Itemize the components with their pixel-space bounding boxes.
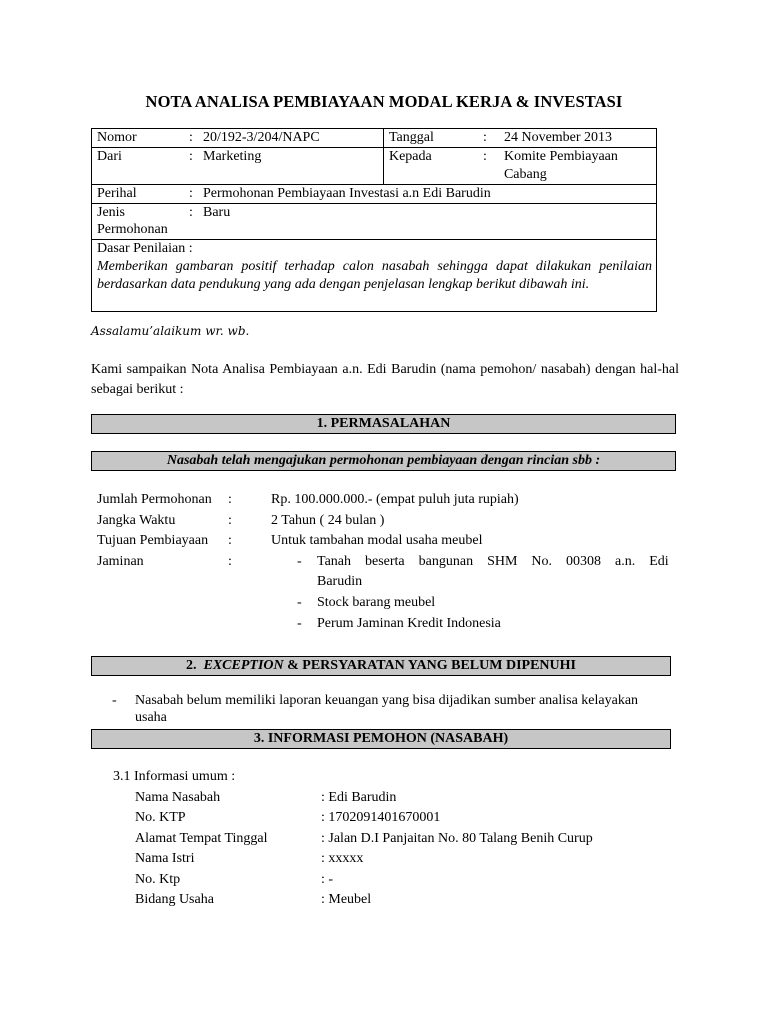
info-value-ktp-istri: : - [321, 872, 334, 887]
nomor-value: 20/192-3/204/NAPC [203, 130, 320, 145]
info-label-ktp: No. KTP [135, 810, 186, 825]
row-tujuan-colon: : [228, 533, 232, 548]
section-3-heading: 3. INFORMASI PEMOHON (NASABAH) [91, 729, 671, 749]
tanggal-cell [383, 129, 656, 148]
nomor-label: Nomor [97, 130, 137, 145]
kepada-value-line-2: Cabang [503, 167, 547, 182]
dari-colon: : [189, 149, 193, 164]
section-2-item-line-1: Nasabah belum memiliki laporan keuangan yang bisa dijadikan sumber analisa kelayakan [135, 693, 639, 708]
jaminan-dash-2: - [297, 595, 302, 610]
info-label-ktp-istri: No. Ktp [135, 872, 181, 887]
tanggal-value: 24 November 2013 [503, 130, 613, 145]
row-jaminan-label: Jaminan [97, 554, 144, 569]
row-jumlah-label: Jumlah Permohonan [97, 492, 212, 507]
kepada-colon: : [482, 149, 487, 164]
perihal-value: Permohonan Pembiayaan Investasi a.n Edi Barudin [203, 186, 491, 201]
section-1-heading: 1. PERMASALAHAN [91, 414, 676, 434]
info-value-istri: : xxxxx [321, 851, 364, 866]
row-jaminan-colon: : [228, 554, 232, 569]
info-label-alamat: Alamat Tempat Tinggal [135, 831, 268, 846]
greeting: Assalamu’alaikum wr. wb. [91, 324, 250, 338]
jaminan-item-3: Perum Jaminan Kredit Indonesia [317, 616, 501, 631]
nomor-cell [92, 129, 384, 148]
dasar-label: Dasar Penilaian : [97, 241, 193, 256]
jenis-label-line-1: Jenis [97, 205, 125, 220]
info-value-ktp: : 1702091401670001 [321, 810, 441, 825]
dasar-cell [92, 240, 657, 312]
info-label-bidang: Bidang Usaha [135, 892, 214, 907]
dasar-text: Memberikan gambaran positif terhadap calon nasabah sehingga dapat dilakukan penilaian berdasarkan data pendukung yang ada dengan penjelasan lengkap berikut dibawah ini. [97, 259, 652, 292]
document-title: NOTA ANALISA PEMBIAYAAN MODAL KERJA & INVESTASI [145, 92, 623, 111]
tanggal-colon: : [482, 130, 487, 145]
row-tujuan-value: Untuk tambahan modal usaha meubel [271, 533, 483, 548]
dari-value: Marketing [203, 149, 262, 164]
jenis-cell [92, 204, 657, 240]
section-1-subheading: Nasabah telah mengajukan permohonan pembiayaan dengan rincian sbb : [91, 451, 676, 471]
row-jangka-value: 2 Tahun ( 24 bulan ) [271, 513, 385, 528]
intro-paragraph: Kami sampaikan Nota Analisa Pembiayaan a.n. Edi Barudin (nama pemohon/ nasabah) dengan hal-hal sebagai berikut : [91, 362, 679, 397]
info-value-bidang: : Meubel [321, 892, 372, 907]
kepada-label: Kepada [388, 149, 432, 164]
jaminan-item-2: Stock barang meubel [317, 595, 436, 610]
tanggal-label: Tanggal [388, 130, 434, 145]
section-2-heading [91, 656, 671, 676]
perihal-colon: : [189, 186, 193, 201]
section-3-1-subheading: 3.1 Informasi umum : [113, 769, 236, 784]
row-jumlah-value: Rp. 100.000.000.- (empat puluh juta rupiah) [271, 492, 519, 507]
row-tujuan-label: Tujuan Pembiayaan [97, 533, 209, 548]
dari-label: Dari [97, 149, 122, 164]
kepada-value-line-1: Komite Pembiayaan [503, 149, 618, 164]
perihal-label: Perihal [97, 186, 137, 201]
jenis-colon: : [189, 205, 193, 220]
section-2-dash: - [112, 693, 117, 708]
jaminan-dash-3: - [297, 616, 302, 631]
kepada-cell [383, 148, 656, 185]
jaminan-dash-1: - [297, 554, 302, 569]
section-2-item-line-2: usaha [135, 710, 167, 725]
section-2-title-italic: EXCEPTION [203, 658, 284, 673]
row-jangka-label: Jangka Waktu [97, 513, 176, 528]
info-value-alamat: : Jalan D.I Panjaitan No. 80 Talang Benih Curup [321, 831, 593, 846]
row-jumlah-colon: : [228, 492, 232, 507]
perihal-cell [92, 185, 657, 204]
jaminan-item-1: Tanah beserta bangunan SHM No. 00308 a.n. Edi [317, 554, 669, 569]
nomor-colon: : [189, 130, 193, 145]
dari-cell [92, 148, 384, 185]
section-2-num: 2. [186, 658, 197, 673]
jenis-label-line-2: Permohonan [97, 222, 168, 237]
header-table [91, 128, 657, 312]
info-value-nama: : Edi Barudin [321, 790, 397, 805]
jenis-value: Baru [203, 205, 231, 220]
row-jangka-colon: : [228, 513, 232, 528]
info-label-nama: Nama Nasabah [135, 790, 221, 805]
info-label-istri: Nama Istri [135, 851, 195, 866]
section-2-title-rest: & PERSYARATAN YANG BELUM DIPENUHI [283, 658, 576, 673]
jaminan-item-1-cont: Barudin [317, 574, 363, 589]
